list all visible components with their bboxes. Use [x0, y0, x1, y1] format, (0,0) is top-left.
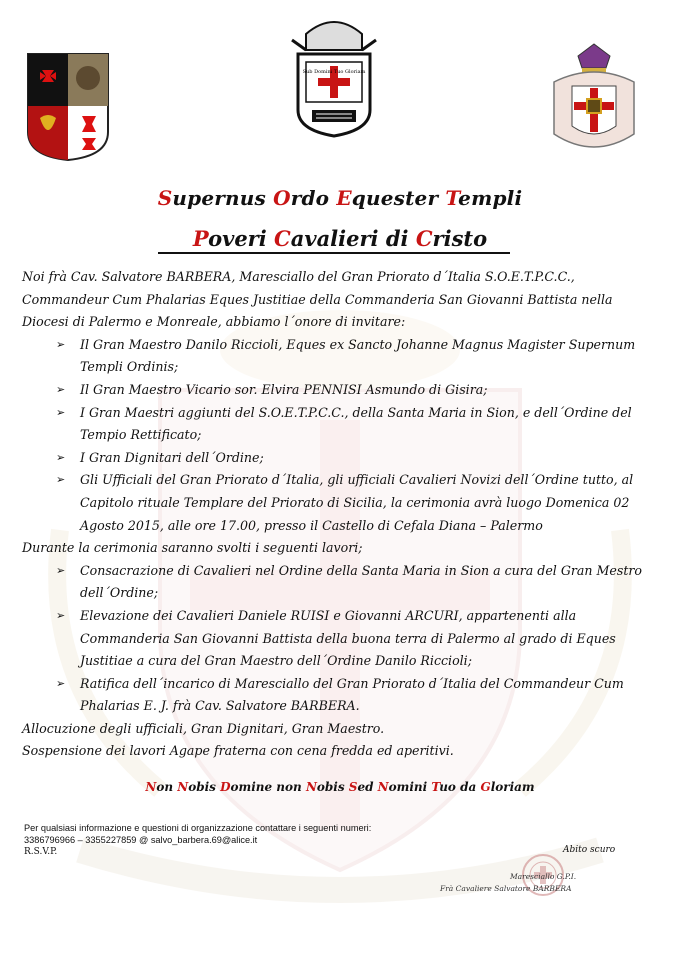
list-item: ➢ Il Gran Maestro Vicario sor. Elvira PENNISI Asmundo di Gisira;	[80, 379, 662, 402]
list-item: ➢ Consacrazione di Cavalieri nel Ordine della Santa Maria in Sion a cura del Gran Mestro dell´Ordine;	[80, 560, 662, 605]
invitation-body	[22, 266, 662, 763]
contact-footer	[24, 822, 444, 858]
signature-name: Frà Cavaliere Salvatore BARBERA	[440, 884, 572, 893]
title-part: Templi	[445, 186, 523, 210]
arrow-bullet-icon: ➢	[56, 450, 66, 464]
seal-motto-text: Sub Domini Tuo Gloriam	[302, 69, 366, 75]
subtitle-underline-divider	[158, 252, 510, 254]
title-part: Ordo	[273, 186, 337, 210]
list-item: ➢ Ratifica dell´incarico di Maresciallo del Gran Priorato d´Italia del Commandeur Cum Phalarias E. J. frà Cav. Salvatore BARBERA.	[80, 673, 662, 718]
arrow-bullet-icon: ➢	[56, 608, 66, 622]
list-item: ➢ I Gran Dignitari dell´Ordine;	[80, 447, 662, 470]
signature-role: Maresciallo G.P.I.	[510, 872, 577, 881]
works-intro: Durante la cerimonia saranno svolti i seguenti lavori;	[22, 540, 363, 556]
right-coat-of-arms-logo	[548, 42, 640, 162]
order-title	[0, 186, 680, 210]
list-item: ➢ Elevazione dei Cavalieri Daniele RUISI e Giovanni ARCURI, appartenenti alla Commanderia San Giovanni Battista della buona terra di Palermo al grado di Eques Justitiae a cura del Gran Maestro dell´Ordine Danilo Riccioli;	[80, 605, 662, 673]
subtitle-part: Cavalieri di	[274, 226, 416, 251]
contact-numbers: 3386796966 – 3355227859 @ salvo_barbera.69@alice.it	[24, 835, 258, 845]
works-list	[22, 560, 662, 718]
list-item: ➢ I Gran Maestri aggiunti del S.O.E.T.P.C.C., della Santa Maria in Sion, e dell´Ordine del Tempio Rettificato;	[80, 402, 662, 447]
title-part: Supernus	[157, 186, 274, 210]
left-coat-of-arms-logo	[26, 52, 110, 162]
closing-line: Allocuzione degli ufficiali, Gran Dignitari, Gran Maestro.	[22, 720, 385, 736]
arrow-bullet-icon: ➢	[56, 337, 66, 351]
subtitle-part: Cristo	[415, 226, 488, 251]
arrow-bullet-icon: ➢	[56, 676, 66, 690]
list-item: ➢ Gli Ufficiali del Gran Priorato d´Italia, gli ufficiali Cavalieri Novizi dell´Ordine tutto, al Capitolo rituale Templare del Priorato di Sicilia, la cerimonia avrà luogo Domenica 02 Agosto 2015, alle ore 17.00, presso il Castello di Cefala Diana – Palermo	[80, 469, 662, 537]
dress-code: Abito scuro	[563, 845, 616, 855]
closing-line: Sospensione dei lavori Agape fraterna con cena fredda ed aperitivi.	[22, 743, 454, 759]
latin-motto: Non Nobis Domine non Nobis Sed Nomini Tuo da Gloriam	[145, 780, 535, 794]
rsvp-label: R.S.V.P.	[24, 847, 58, 857]
arrow-bullet-icon: ➢	[56, 563, 66, 577]
invitee-list	[22, 334, 662, 537]
info-line: Per qualsiasi informazione e questioni di organizzazione contattare i seguenti numeri:	[24, 823, 372, 833]
order-subtitle	[0, 226, 680, 251]
arrow-bullet-icon: ➢	[56, 382, 66, 396]
title-part: Equester	[336, 186, 446, 210]
list-item: ➢ Il Gran Maestro Danilo Riccioli, Eques ex Sancto Johanne Magnus Magister Supernum Templi Ordinis;	[80, 334, 662, 379]
intro-paragraph: Noi frà Cav. Salvatore BARBERA, Maresciallo del Gran Priorato d´Italia S.O.E.T.P.C.C., Commandeur Cum Phalarias Eques Justitiae della Commanderia San Giovanni Battista nella Diocesi di Palermo e Monreale, abbiamo l´onore di invitare:	[22, 269, 613, 330]
subtitle-part: Poveri	[192, 226, 275, 251]
arrow-bullet-icon: ➢	[56, 405, 66, 419]
center-seal-logo	[286, 10, 382, 138]
arrow-bullet-icon: ➢	[56, 473, 66, 487]
